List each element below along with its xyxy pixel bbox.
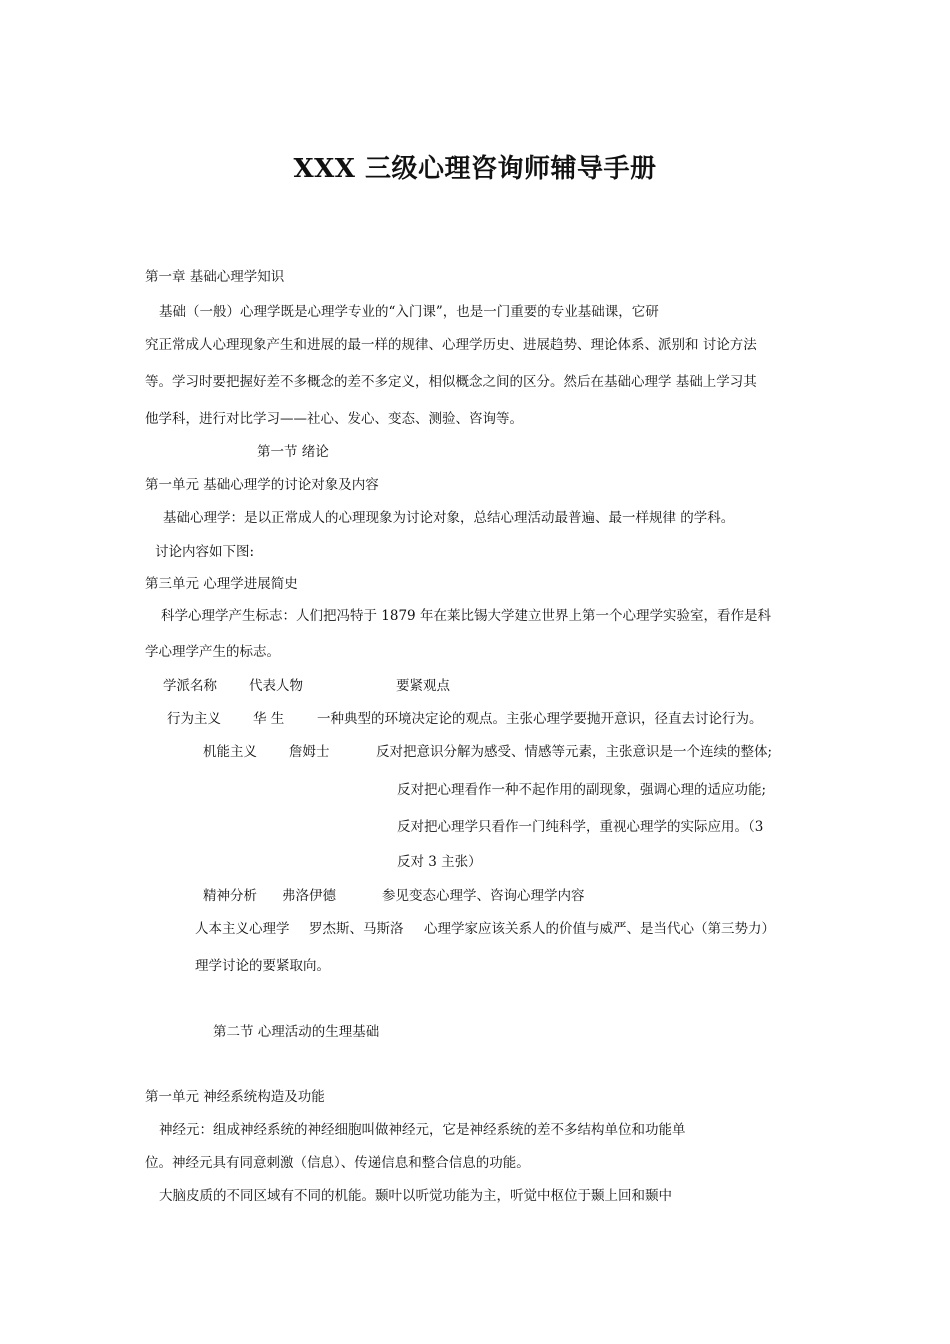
table-cell-person: 弗洛伊德 [282, 888, 336, 904]
section-heading: 第一节 绪论 [257, 444, 329, 460]
unit-heading: 第一单元 基础心理学的讨论对象及内容 [145, 477, 379, 493]
table-cell-view: 一种典型的环境决定论的观点。主张心理学要抛开意识，径直去讨论行为。 [317, 711, 763, 727]
document-title: XXX 三级心理咨询师辅导手册 [293, 154, 657, 184]
table-cell-school: 精神分析 [203, 888, 257, 904]
chapter-heading: 第一章 基础心理学知识 [145, 269, 285, 285]
paragraph-line: 讨论内容如下图: [155, 544, 255, 560]
table-cell-view: 反对 3 主张） [397, 854, 482, 870]
table-header-view: 要紧观点 [396, 678, 450, 694]
unit-heading: 第一单元 神经系统构造及功能 [145, 1089, 325, 1105]
table-cell-view: 反对把心理看作一种不起作用的副现象，强调心理的适应功能; [397, 782, 767, 798]
table-cell-view: 心理学家应该关系人的价值与威严、是当代心（第三势力） [424, 921, 775, 937]
table-cell-view: 反对把意识分解为感受、情感等元素，主张意识是一个连续的整体; [376, 744, 773, 760]
section-heading: 第二节 心理活动的生理基础 [213, 1024, 380, 1040]
paragraph-line: 究正常成人心理现象产生和进展的最一样的规律、心理学历史、进展趋势、理论体系、派别和 讨论方法 [145, 337, 757, 353]
table-cell-view: 反对把心理学只看作一门纯科学，重视心理学的实际应用。（3 [397, 819, 764, 835]
unit-heading: 第三单元 心理学进展简史 [145, 576, 298, 592]
table-cell-person: 华 生 [253, 711, 285, 727]
table-cell-view: 理学讨论的要紧取向。 [195, 958, 330, 974]
table-cell-person: 罗杰斯、马斯洛 [309, 921, 404, 937]
table-cell-school: 人本主义心理学 [195, 921, 290, 937]
table-cell-school: 行为主义 [167, 711, 221, 727]
table-header-school: 学派名称 [163, 678, 217, 694]
table-cell-view: 参见变态心理学、咨询心理学内容 [382, 888, 585, 904]
paragraph-line: 基础（一般）心理学既是心理学专业的“入门课”，也是一门重要的专业基础课，它研 [159, 304, 659, 320]
table-cell-school: 机能主义 [203, 744, 257, 760]
paragraph-line: 神经元：组成神经系统的神经细胞叫做神经元，它是神经系统的差不多结构单位和功能单 [159, 1122, 686, 1138]
paragraph-line: 基础心理学：是以正常成人的心理现象为讨论对象，总结心理活动最普遍、最一样规律 的学科。 [163, 510, 735, 526]
paragraph-line: 学心理学产生的标志。 [145, 644, 280, 660]
table-header-person: 代表人物 [249, 678, 303, 694]
paragraph-line: 位。神经元具有同意刺激（信息）、传递信息和整合信息的功能。 [145, 1155, 530, 1171]
paragraph-line: 科学心理学产生标志：人们把冯特于 1879 年在莱比锡大学建立世界上第一个心理学实验室，看作是科 [161, 608, 771, 624]
paragraph-line: 等。学习时要把握好差不多概念的差不多定义，相似概念之间的区分。然后在基础心理学 基础上学习其 [145, 374, 757, 390]
paragraph-line: 大脑皮质的不同区域有不同的机能。颞叶以听觉功能为主，听觉中枢位于颞上回和颞中 [159, 1188, 672, 1204]
table-cell-person: 詹姆士 [289, 744, 330, 760]
paragraph-line: 他学科，进行对比学习——社心、发心、变态、测验、咨询等。 [145, 411, 523, 427]
